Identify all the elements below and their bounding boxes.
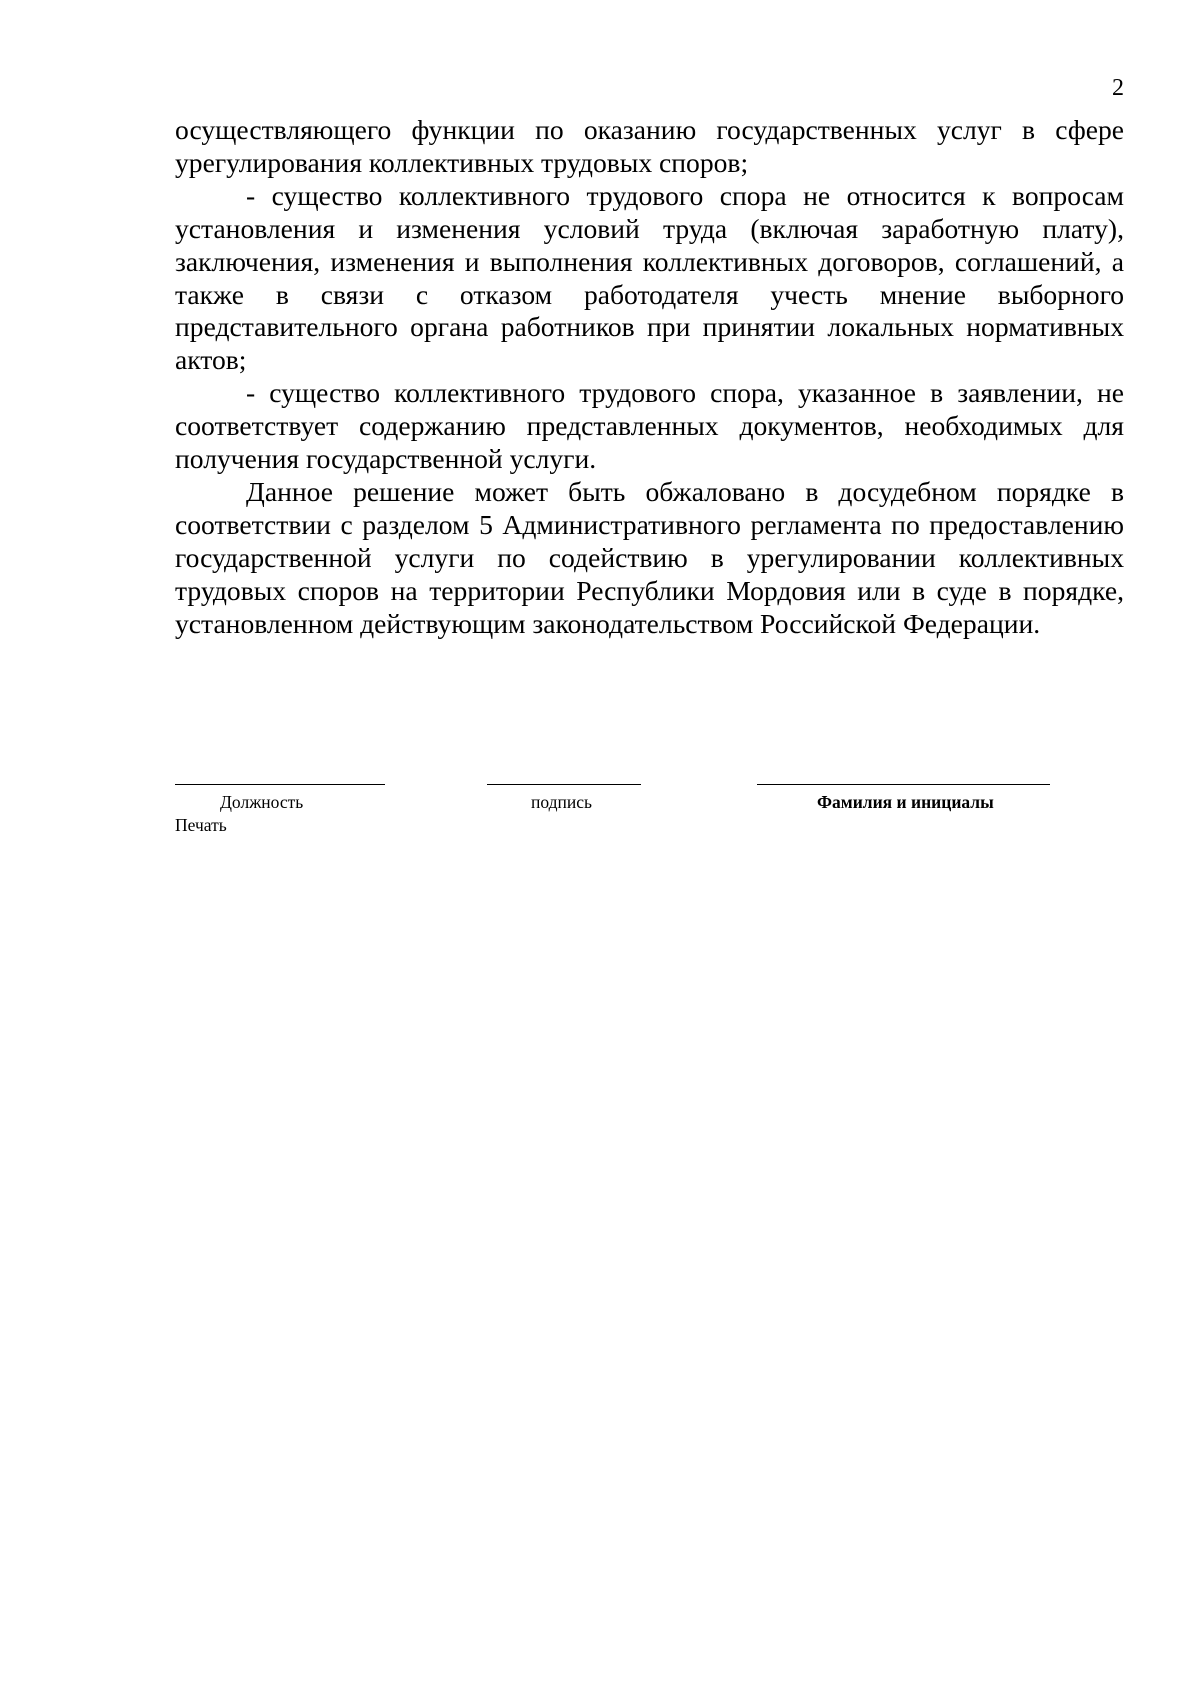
document-body (175, 114, 1124, 641)
position-label: Должность (220, 792, 304, 812)
position-line (175, 784, 385, 785)
signature-line (487, 784, 641, 785)
paragraph-document-mismatch: - существо коллективного трудового спора, указанное в заявлении, не соответствует содержанию представленных документов, необходимых для получения государственной услуги. (175, 377, 1124, 475)
paragraph-appeal: Данное решение может быть обжаловано в досудебном порядке в соответствии с разделом 5 Административного регламента по предоставлению государственной услуги по содействию в урегулировании коллективных трудовых споров на территории Республики Мордовия или в суде в порядке, установленном действующим законодательством Российской Федерации. (175, 475, 1124, 639)
paragraph-labor-conditions: - существо коллективного трудового спора не относится к вопросам установления и изменения условий труда (включая заработную плату), заключения, изменения и выполнения коллективных договоров, соглашений, а также в связи с отказом работодателя учесть мнение выборного представительного органа работников при принятии локальных нормативных актов; (175, 179, 1124, 376)
name-line (757, 784, 1050, 785)
signature-label: подпись (531, 792, 592, 812)
stamp-label: Печать (175, 815, 227, 835)
name-label: Фамилия и инициалы (817, 792, 994, 812)
page-number: 2 (1112, 75, 1124, 101)
paragraph-continuation: осуществляющего функции по оказанию государственных услуг в сфере урегулирования коллективных трудовых споров; (175, 114, 1124, 178)
